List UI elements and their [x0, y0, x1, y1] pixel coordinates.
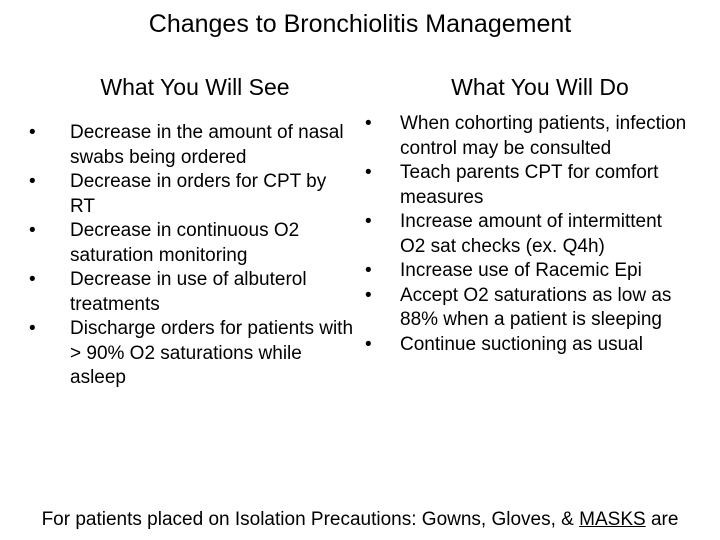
list-item: • Teach parents CPT for comfort measures: [362, 161, 687, 210]
list-item: • When cohorting patients, infection control may be consulted: [362, 112, 687, 161]
what-you-will-see-heading: What You Will See: [100, 74, 290, 100]
list-item: • Accept O2 saturations as low as 88% when a patient is sleeping: [362, 284, 687, 333]
list-item: • Decrease in orders for CPT by RT: [26, 170, 356, 219]
list-item: • Increase amount of intermittent O2 sat checks (ex. Q4h): [362, 210, 687, 259]
footer-text: For patients placed on Isolation Precautions: Gowns, Gloves, &: [41, 509, 580, 530]
list-item: • Continue suctioning as usual: [362, 333, 687, 358]
isolation-precautions-note: [0, 506, 720, 540]
list-item: • Discharge orders for patients with > 90% O2 saturations while asleep: [26, 317, 356, 391]
list-item: • Decrease in use of albuterol treatments: [26, 268, 356, 317]
masks-emphasis: MASKS: [579, 509, 646, 530]
footer-text-end: are: [645, 509, 679, 530]
list-item: • Decrease in continuous O2 saturation monitoring: [26, 219, 356, 268]
what-you-will-do-list: [362, 112, 687, 357]
what-you-will-do-heading: What You Will Do: [451, 74, 629, 100]
what-you-will-see-list: [26, 121, 356, 391]
list-item: • Decrease in the amount of nasal swabs being ordered: [26, 121, 356, 170]
slide-title: Changes to Bronchiolitis Management: [148, 10, 572, 38]
list-item: • Increase use of Racemic Epi: [362, 259, 687, 284]
